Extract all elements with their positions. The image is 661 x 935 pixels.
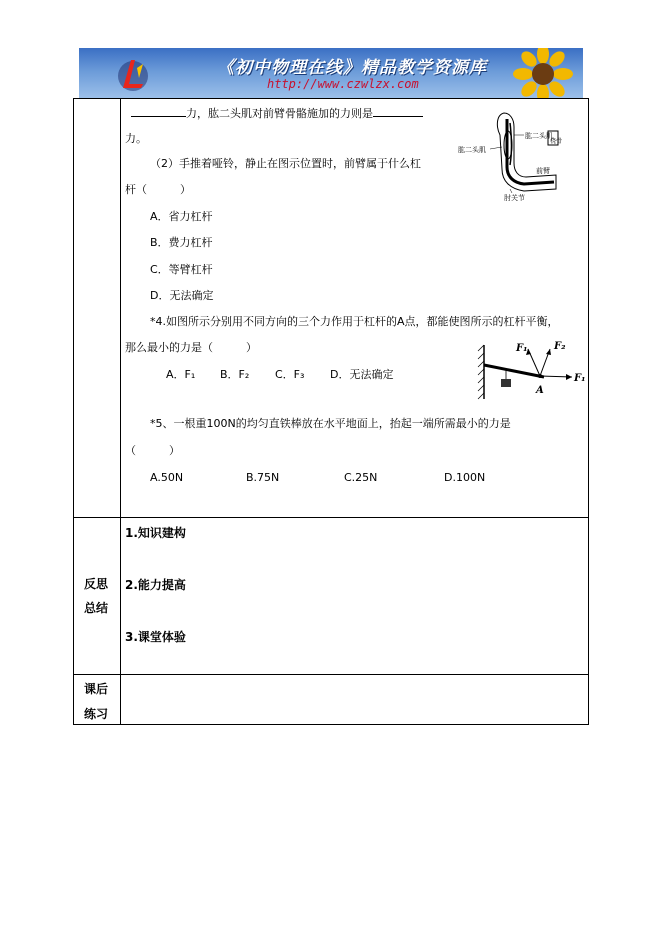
sunflower-icon (513, 48, 573, 98)
answer-blank (373, 105, 423, 117)
option-b: B．费力杠杆 (150, 236, 213, 249)
arm-label: 肘关节 (504, 194, 525, 201)
lesson-table (73, 98, 589, 725)
answer-blank (131, 105, 186, 117)
banner-title: 《初中物理在线》精品教学资源库 (217, 58, 487, 78)
option-c: C．F₃ (275, 368, 305, 381)
question-5-bracket: （ ） (125, 444, 180, 457)
header-banner (79, 48, 583, 98)
row-divider (74, 674, 588, 675)
row-divider (74, 517, 588, 518)
arm-label: 肱二头肌 (458, 146, 486, 154)
option-b: B．F₂ (220, 368, 250, 381)
question-4-b: 那么最小的力是（ ） (125, 341, 257, 354)
option-c: C.25N (344, 471, 378, 484)
force-label: F₂ (554, 341, 566, 352)
option-d: D．无法确定 (150, 289, 214, 302)
arm-label: 桡骨 (550, 138, 562, 145)
column-divider (120, 99, 121, 724)
option-c: C．等臂杠杆 (150, 263, 213, 276)
question-2-bracket: 杆（ ） (125, 183, 191, 196)
point-label: A (536, 385, 544, 396)
question-line-1: 力，肱二头肌对前臂骨骼施加的力则是 (131, 105, 423, 121)
homework-label: 课后 (84, 682, 109, 696)
logo-icon (113, 54, 153, 94)
force-label: F₁ (574, 373, 586, 384)
reflection-item: 1.知识建构 (125, 526, 186, 540)
homework-label: 练习 (84, 707, 109, 721)
option-a: A.50N (150, 471, 184, 484)
banner-url: http://www.czwlzx.com (267, 77, 419, 91)
option-b: B.75N (246, 471, 280, 484)
reflection-item: 3.课堂体验 (125, 630, 186, 644)
question-line-1-end: 力。 (125, 132, 147, 145)
arm-label: 前臂 (536, 167, 550, 175)
reflection-label: 总结 (84, 601, 109, 615)
question-2: （2）手推着哑铃，静止在图示位置时，前臂属于什么杠 (150, 157, 421, 170)
reflection-item: 2.能力提高 (125, 578, 186, 592)
force-label: F₁ (516, 343, 528, 354)
arm-diagram (452, 109, 562, 201)
lever-diagram (476, 337, 588, 401)
question-5: *5、一根重100N的均匀直铁棒放在水平地面上，抬起一端所需最小的力是 (150, 417, 511, 430)
option-d: D．无法确定 (330, 368, 394, 381)
arm-label: 肱二头肌 (525, 132, 553, 140)
reflection-label: 反思 (84, 577, 109, 591)
option-d: D.100N (444, 471, 486, 484)
question-4: *4.如图所示分别用不同方向的三个力作用于杠杆的A点，都能使图所示的杠杆平衡， (150, 315, 559, 328)
option-a: A．省力杠杆 (150, 210, 213, 223)
option-a: A．F₁ (166, 368, 196, 381)
